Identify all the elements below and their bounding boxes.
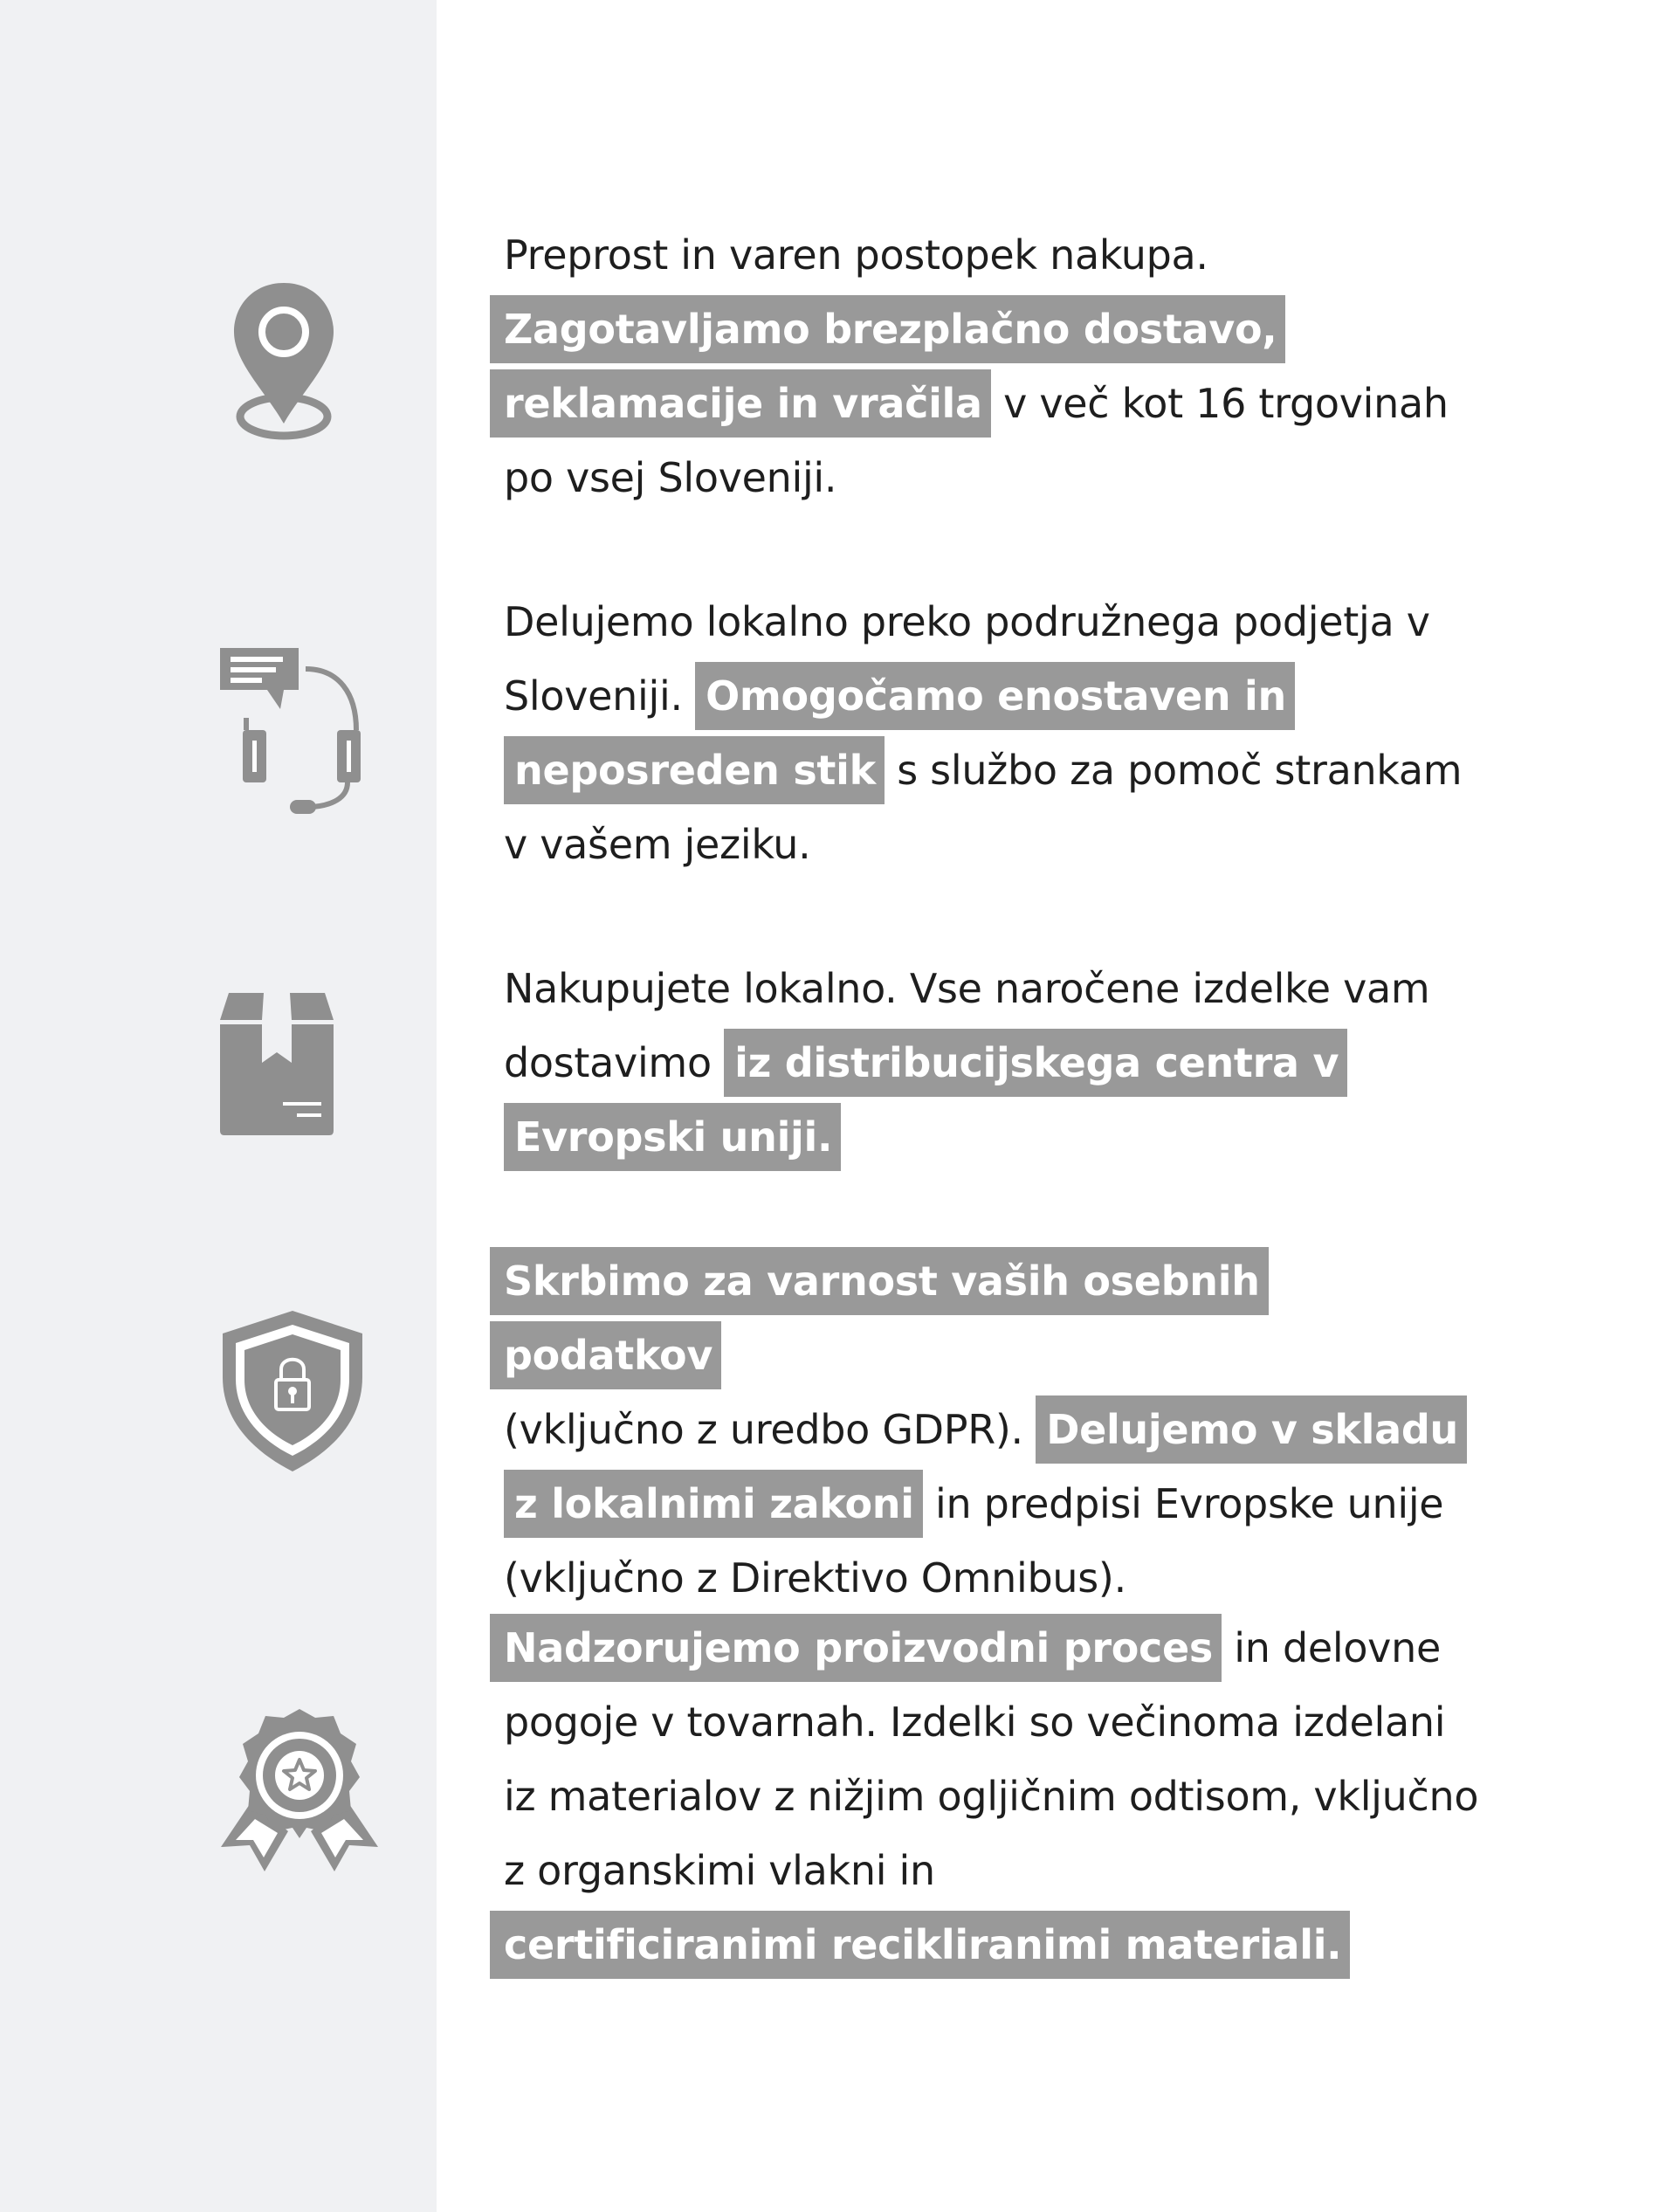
benefit-shipping-text: v več kot 16 trgovinah po vsej Sloveniji. (504, 380, 1449, 501)
shield-lock-icon (218, 1307, 367, 1473)
benefit-data-privacy (504, 1244, 1482, 1616)
benefit-local-support-text: s službo za pomoč strankam v vašem jeziku. (504, 747, 1463, 868)
benefit-shipping-highlight: Zagotavljamo brezplačno dostavo, reklamacije in vračila (490, 295, 1285, 438)
award-badge-star-icon (217, 1707, 382, 1882)
benefit-production-text: in delovne pogoje v tovarnah. Izdelki so večinoma izdelani iz materialov z nižjim ogljičnim odtisom, vključno z organskimi vlakni in (504, 1624, 1479, 1894)
benefit-eu-delivery (504, 952, 1482, 1175)
benefit-data-privacy-text-2: in predpisi Evropske unije (vključno z Direktivo Omnibus). (504, 1480, 1444, 1602)
benefit-shipping (504, 218, 1482, 515)
benefit-data-privacy-highlight-2: Delujemo v skladu z lokalnimi zakoni (504, 1395, 1467, 1538)
benefit-production-highlight-1: Nadzorujemo proizvodni proces (490, 1614, 1222, 1682)
package-box-icon (220, 991, 334, 1135)
benefit-local-support (504, 585, 1482, 882)
benefit-eu-delivery-intro: Nakupujete lokalno. Vse naročene izdelke vam dostavimo (504, 965, 1430, 1086)
location-pin-icon (229, 279, 342, 450)
benefit-data-privacy-highlight-1: Skrbimo za varnost vaših osebnih podatkov (490, 1247, 1269, 1389)
benefit-eu-delivery-highlight: iz distribucijskega centra v Evropski uniji. (504, 1029, 1347, 1171)
benefit-local-support-intro: Delujemo lokalno preko podružnega podjetja v Sloveniji. (504, 598, 1430, 720)
benefit-shipping-intro: Preprost in varen postopek nakupa. (504, 231, 1208, 279)
benefit-production (504, 1611, 1482, 1982)
benefit-production-highlight-2: certificiranimi recikliranimi materiali. (490, 1911, 1350, 1979)
benefit-data-privacy-text-1: (vključno z uredbo GDPR). (504, 1406, 1023, 1453)
customer-support-headset-icon (217, 643, 374, 817)
benefit-local-support-highlight: Omogočamo enostaven in neposreden stik (504, 662, 1295, 804)
